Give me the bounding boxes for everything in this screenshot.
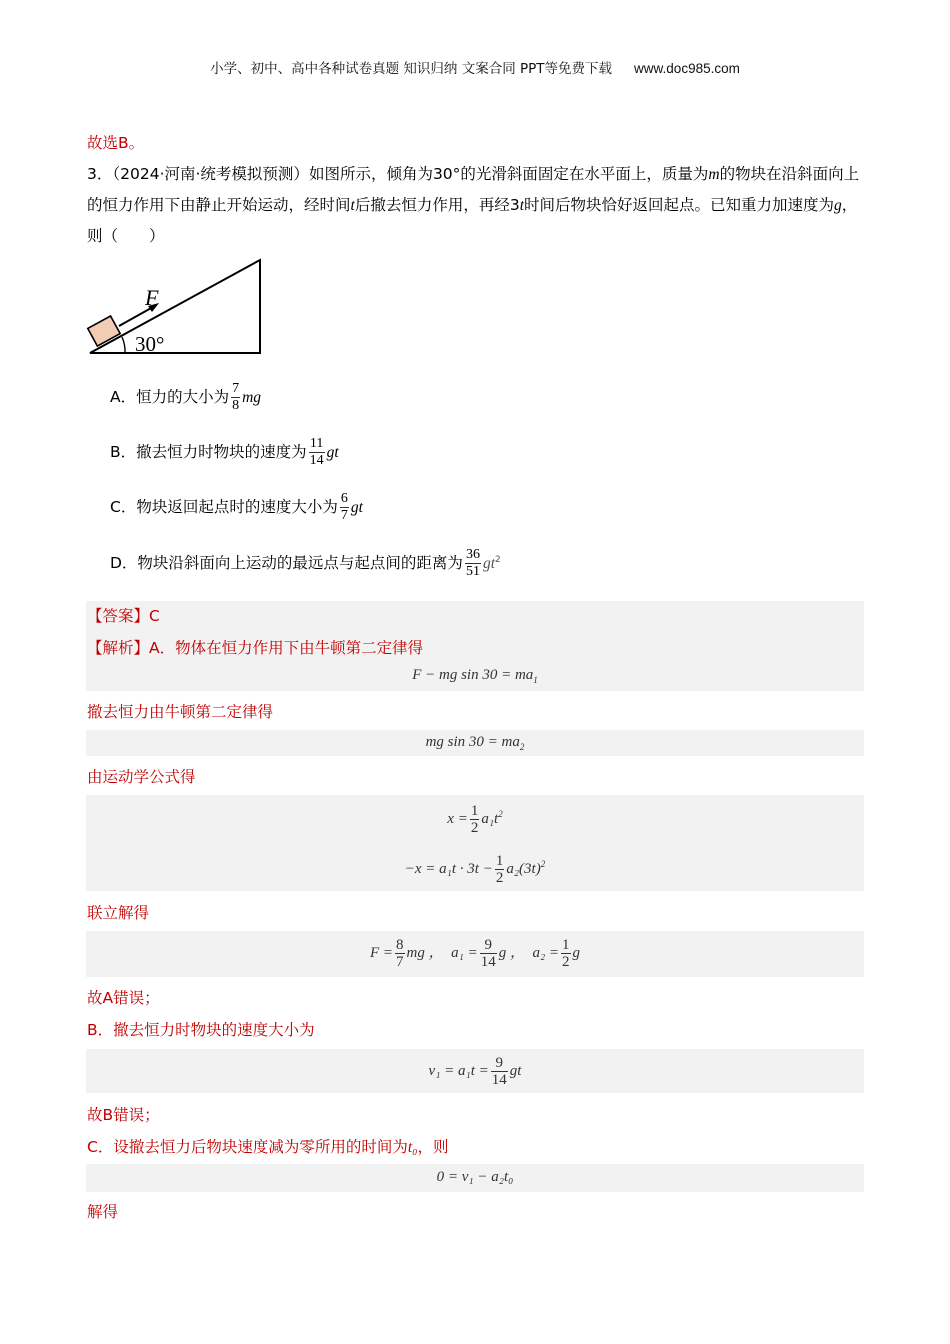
eq-text: g ， [498,944,525,961]
numerator: 36 [465,547,480,562]
numerator: 6 [340,491,348,506]
eq-text: g [572,944,581,961]
analysis-intro [87,636,423,658]
analysis-line-2: 撤去恒力由牛顿第二定律得 [87,703,274,721]
equation-4: −x = a₁t · 3t − $\frac{1}{2}$ $a_2(3t)^2$ [404,853,546,886]
block-shape [88,316,120,346]
denominator: 14 [491,1072,507,1088]
denominator: 2 [562,954,570,970]
denominator: 2 [470,820,479,836]
option-b-label: B．撤去恒力时物块的速度为 [110,443,307,461]
equation-7: 0 = v₁ − a₂t₀ [436,1169,514,1185]
force-label: F [145,285,159,310]
option-a[interactable] [110,381,261,414]
unit: gt [350,499,363,516]
eq-text: F = [369,944,393,961]
eq-text: x = [447,810,468,827]
angle-label: 30° [135,332,165,356]
header-text: 小学、初中、高中各种试卷真题 知识归纳 文案合同 PPT等免费下载 [210,61,613,77]
fraction [340,491,349,524]
eq-text: F − mg sin 30 = ma [412,667,534,683]
analysis-a-intro: A．物体在恒力作用下由牛顿第二定律得 [149,639,424,657]
header-url[interactable]: www.doc985.com [634,61,740,76]
option-c[interactable] [110,491,363,524]
fraction [495,853,505,886]
denominator: 14 [480,954,496,970]
stem-part: 后撤去恒力作用，再经3 [354,196,520,214]
equation-6 [86,1055,864,1088]
equation-box-7 [86,1164,864,1192]
eq-text: a₁t [481,810,499,827]
stem-part: 的物块在沿斜面向上的恒力作用下由静止开始运动，经时间 [87,165,860,214]
equation-3: x = $\frac{1}{2}$ $a_1t^2$ [447,803,503,836]
numerator: 9 [480,937,497,954]
option-a-label: A．恒力的大小为 [110,388,230,406]
fraction [470,803,480,836]
numerator: 1 [470,803,479,819]
analysis-line-4: 联立解得 [87,904,150,922]
option-d-label: D．物块沿斜面向上运动的最远点与起点间的距离为 [110,554,463,572]
fraction [395,937,405,970]
eq-text: gt [509,1062,522,1079]
equation-1 [86,667,864,685]
eq-text: v₁ = a₁t = [428,1062,489,1079]
equation-box-6 [86,1049,864,1093]
answer-line [87,604,160,626]
var-t0: t₀ [407,1139,418,1156]
analysis-line-5: 故A错误； [87,989,160,1007]
fraction [465,547,481,580]
answer-value: C [149,607,160,625]
option-b[interactable] [110,436,339,469]
equation-box-2 [86,730,864,756]
unit: gt [482,555,495,572]
question-source: （2024·河南·统考模拟预测） [112,165,309,183]
subscript: 2 [519,742,525,752]
denominator: 51 [465,564,480,579]
option-d[interactable] [110,547,501,580]
equation-5 [86,937,864,970]
var-g: g [834,197,842,214]
fraction [309,436,325,469]
analysis-c-intro [87,1137,449,1158]
unit: gt [326,444,339,461]
answer-tag: 【答案】 [87,607,150,625]
equation-box-5 [86,931,864,977]
denominator: 8 [232,398,240,413]
analysis-b-intro: B．撤去恒力时物块的速度大小为 [87,1021,315,1039]
denominator: 7 [396,954,404,970]
eq-text: −x = a₁t · 3t − [404,860,493,877]
numerator: 11 [309,436,324,451]
numerator: 9 [491,1055,508,1072]
answer-box [86,601,864,691]
eq-text: a₂(3t) [506,860,541,877]
analysis-line-3: 由运动学公式得 [87,768,196,786]
eq-text: mg ， [406,944,444,961]
previous-answer: 故选B。 [87,134,145,152]
page-header [0,57,950,77]
fraction [480,937,497,970]
denominator: 14 [309,453,324,468]
numerator: 8 [396,937,404,953]
eq-text: a₂ = [532,944,560,961]
fraction [231,381,240,414]
equation-box-3 [86,795,864,891]
analysis-line-7: 解得 [87,1203,119,1221]
c-intro-text: C．设撤去恒力后物块速度减为零所用的时间为 [87,1138,408,1156]
analysis-line-6: 故B错误； [87,1106,160,1124]
stem-part: 如图所示，倾角为30°的光滑斜面固定在水平面上，质量为 [308,165,709,183]
numerator: 1 [562,937,570,953]
stem-part: ，则（ ） [87,196,858,245]
exponent: 2 [495,554,501,565]
eq-text: a₁ = [451,944,478,961]
var-t: t [519,197,525,214]
eq-text: mg sin 30 = ma [425,734,520,750]
incline-triangle [90,260,260,353]
option-c-label: C．物块返回起点时的速度大小为 [110,498,338,516]
subscript: 1 [533,675,538,685]
question-stem [87,159,872,252]
numerator: 1 [495,853,504,869]
denominator: 2 [495,870,504,886]
angle-arc [122,337,125,353]
var-m: m [708,166,720,183]
var-t: t [350,197,355,214]
analysis-tag: 【解析】 [87,639,150,657]
question-number: 3． [87,165,113,183]
fraction [561,937,571,970]
fraction [491,1055,508,1088]
equation-2 [86,734,864,752]
c-intro-text: ，则 [417,1138,449,1156]
unit: mg [242,389,262,406]
stem-part: 时间后物块恰好返回起点。已知重力加速度为 [524,196,835,214]
numerator: 7 [232,381,240,396]
denominator: 7 [340,508,348,523]
incline-figure [85,255,270,360]
